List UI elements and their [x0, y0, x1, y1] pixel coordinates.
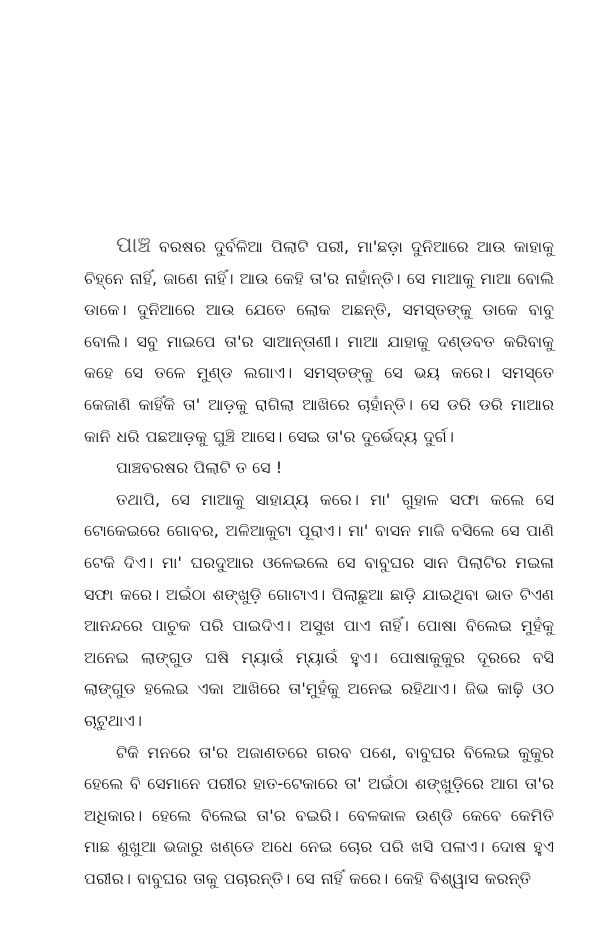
body-text [84, 230, 554, 894]
paragraph-4: ଟିକି ମନରେ ତା'ର ଅଜାଣତରେ ଗରବ ପଶେ, ବାବୁଘର ବିଲେଇ କୁକୁର ହେଲେ ବି ସେମାନେ ପରୀର ହାତ-ଟେକାରେ ତା' ଅଇଁଠା ଶଙ୍ଖୁଡ଼ିରେ ଆଗ ତା'ର ଅଧିକାର। ହେଲେ ବିଲେଇ ତା'ର ବଇରି। ବେଳକାଳ ଉଣ୍ଡି କେବେ କେମିତି ମାଛ ଶୁଖୁଆ ଭଜାରୁ ଖଣ୍ଡେ ଅଧେ ନେଇ ଚୋର ପରି ଖସି ପଳାଏ। ଦୋଷ ହୁଏ ପରୀର। ବାବୁଘର ତାକୁ ପଚାରନ୍ତି। ସେ ନାହିଁ କରେ। କେହି ବିଶ୍ୱାସ କରନ୍ତି [84, 742, 554, 888]
drop-cap-word: ପାଞ୍ଚ [116, 233, 151, 258]
paragraph-3: ତଥାପି, ସେ ମାଆକୁ ସାହାଯ୍ୟ କରେ। ମା' ଗୁହାଳ ସଫା କଲେ ସେ ଟୋକେଇରେ ଗୋବର, ଅଳିଆକୁଟା ପୂରାଏ। ମା' ବାସନ ମାଜି ବସିଲେ ସେ ପାଣି ଟେକି ଦିଏ। ମା' ଘରଦୁଆର ଓଳେଇଲେ ସେ ବାବୁଘର ସାନ ପିଲାଟିର ମଇଳା ସଫା କରେ। ଅଇଁଠା ଶଙ୍ଖୁଡ଼ି ଗୋଟାଏ। ପିଲାଛୁଆ ଛାଡ଼ି ଯାଇଥିବା ଭାତ ଟିଏଣ ଆନନ୍ଦରେ ପାଚୁକ ପରି ପାଇଦିଏ। ଅସୁଖ ପାଏ ନାହିଁ। ପୋଷା ବିଲେଇ ମୁହଁକୁ ଅନେଇ ଲାଙ୍ଗୁଡ ଘଷି ମ୍ୟାଉଁ ମ୍ୟାଉଁ ହୁଏ। ପୋଷାକୁକୁର ଦୂରରେ ବସି ଲାଙ୍ଗୁଡ ହଲେଇ ଏକା ଆଖିରେ ତା'ମୁହଁକୁ ଅନେଇ ରହିଥାଏ। ଜିଭ କାଢ଼ି ଓଠ ଚାଟୁଥାଏ। [84, 489, 554, 730]
paragraph-2: ପାଞ୍ଚବରଷର ପିଲାଟି ତ ସେ ! [116, 458, 283, 478]
paragraph-1-text: ବରଷର ଦୁର୍ବଳିଆ ପିଲାଟି ପରୀ, ମା'ଛଡ଼ା ଦୁନିଆରେ ଆଉ କାହାକୁ ଚିହ୍ନେ ନାହିଁ, ଜାଣେ ନାହିଁ। ଆଉ କେହି ତା'ର ନାହାଁନ୍ତି। ସେ ମାଆକୁ ମାଆ ବୋଲି ଡାକେ। ଦୁନିଆରେ ଆଉ ଯେତେ ଲୋକ ଅଛନ୍ତି, ସମସ୍ତଙ୍କୁ ଡାକେ ବାବୁ ବୋଲି। ସବୁ ମାଇପେ ତା'ର ସାଆନ୍ତାଣୀ। ମାଆ ଯାହାକୁ ଦଣ୍ଡବତ କରିବାକୁ କହେ ସେ ତଳେ ମୁଣ୍ଡ ଲଗାଏ। ସମସ୍ତଙ୍କୁ ସେ ଭୟ କରେ। ସମସ୍ତେ କେଜାଣି କାହିଁକି ତା' ଆଡ଼କୁ ରାଗିଲା ଆଖିରେ ଚାହାଁନ୍ତି। ସେ ଡରି ଡରି ମାଆର କାନି ଧରି ପଛଆଡ଼କୁ ଘୁଞ୍ଚି ଆସେ। ସେଇ ତା'ର ଦୁର୍ଭେଦ୍ୟ ଦୁର୍ଗ। [84, 237, 554, 446]
paragraph-1 [84, 230, 554, 452]
